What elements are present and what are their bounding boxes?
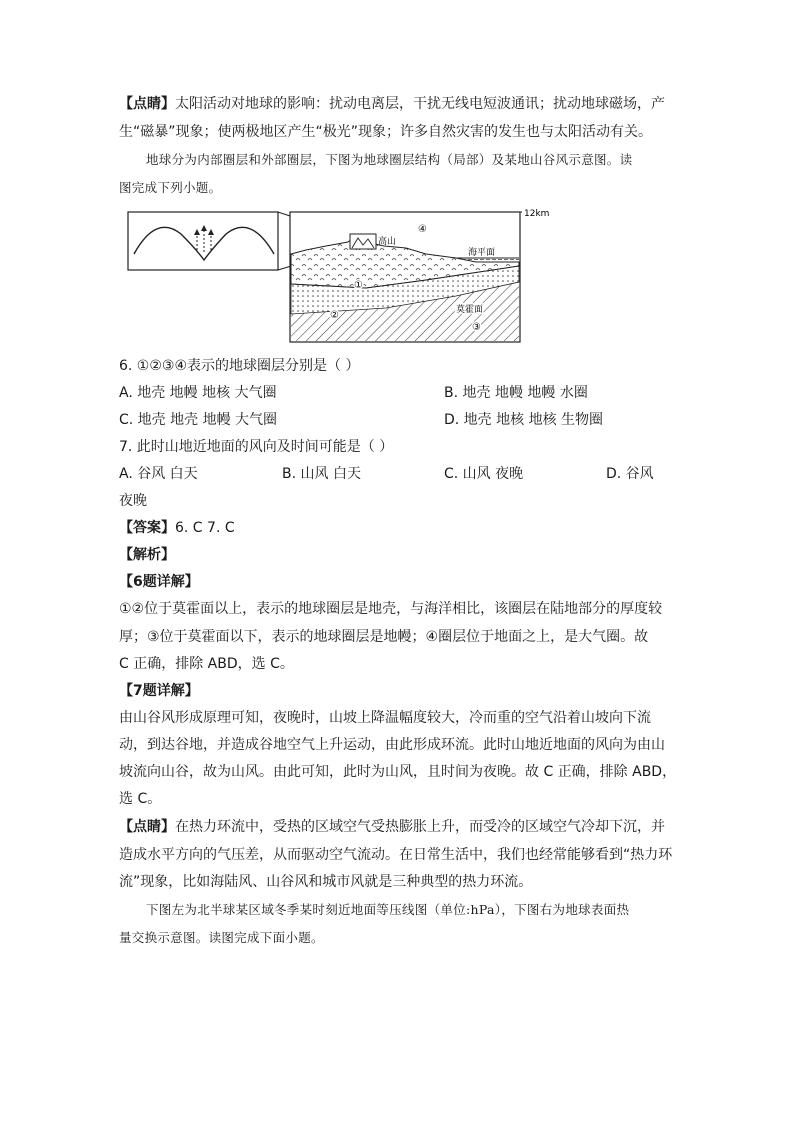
question-7: 7. 此时山地近地面的风向及时间可能是（ ）: [119, 439, 394, 455]
tip-text: 太阳活动对地球的影响：扰动电离层，干扰无线电短波通讯；扰动地球磁场，产: [175, 96, 665, 112]
moho-label: 莫霍面: [456, 305, 484, 315]
question-6: 6. ①②③④表示的地球圈层分别是（ ）: [119, 358, 360, 374]
q6-detail-line-1: ①②位于莫霍面以上，表示的地球圈层是地壳，与海洋相比，该圈层在陆地部分的厚度较: [119, 601, 663, 617]
q7-option-c: C. 山风 夜晚: [444, 466, 524, 482]
tip-label: 【点睛】: [119, 96, 175, 112]
tip-2-line-3: 流”现象，比如海陆风、山谷风和城市风就是三种典型的热力环流。: [119, 874, 533, 890]
q6-option-a: A. 地壳 地幔 地核 大气圈: [119, 385, 277, 401]
tip-paragraph-2: [119, 817, 665, 837]
intro-text-line-3: 下图左为北半球某区域冬季某时刻近地面等压线图（单位:hPa），下图右为地球表面热: [146, 902, 630, 917]
answer-line: [119, 518, 235, 538]
tip-2-text: 在热力环流中，受热的区域空气受热膨胀上升，而受冷的区域空气冷却下沉，并: [175, 819, 665, 835]
intro-text-line-1: 地球分为内部圈层和外部圈层，下图为地球圈层结构（局部）及某地山谷风示意图。读: [146, 152, 633, 167]
q7-detail-line-2: 动，到达谷地，并造成谷地空气上升运动，由此形成环流。此时山地近地面的风向为由山: [119, 737, 665, 753]
analysis-heading: 【解析】: [119, 547, 175, 563]
q7-option-d: D. 谷风: [606, 466, 654, 482]
q7-option-b: B. 山风 白天: [282, 466, 361, 482]
q7-option-a: A. 谷风 白天: [119, 466, 198, 482]
q6-option-b: B. 地壳 地幔 地幔 水圈: [444, 385, 588, 401]
intro-text-line-2: 图完成下列小题。: [119, 180, 222, 195]
height-label: 12km: [524, 209, 550, 219]
num-3-label: ③: [472, 322, 481, 333]
answer-label: 【答案】: [119, 520, 175, 536]
mountain-label: 高山: [378, 237, 397, 247]
q7-detail-heading: 【7题详解】: [119, 683, 199, 699]
q7-detail-line-4: 选 C。: [119, 791, 162, 807]
q6-detail-heading: 【6题详解】: [119, 574, 199, 590]
q6-option-c: C. 地壳 地壳 地幔 大气圈: [119, 412, 278, 428]
answer-text: 6. C 7. C: [175, 520, 235, 536]
num-4-label: ④: [418, 224, 427, 235]
q7-detail-line-1: 由山谷风形成原理可知，夜晚时，山坡上降温幅度较大，冷而重的空气沿着山坡向下流: [119, 710, 651, 726]
tip-text-line-2: 生“磁暴”现象；使两极地区产生“极光”现象；许多自然灾害的发生也与太阳活动有关。: [119, 124, 653, 140]
q6-detail-line-3: C 正确，排除 ABD，选 C。: [119, 656, 294, 672]
num-1-label: ①: [354, 280, 363, 291]
intro-text-line-4: 量交换示意图。读图完成下面小题。: [119, 930, 324, 945]
tip-2-label: 【点睛】: [119, 819, 175, 835]
tip-paragraph-1: [119, 94, 665, 114]
sea-level-label: 海平面: [468, 248, 496, 258]
earth-layers-figure: [126, 204, 550, 346]
q7-detail-line-3: 坡流向山谷，故为山风。由此可知，此时为山风，且时间为夜晚。故 C 正确，排除 ABD，: [119, 764, 677, 780]
num-2-label: ②: [330, 310, 339, 321]
q6-option-d: D. 地壳 地核 地核 生物圈: [444, 412, 604, 428]
mountain-inset: [350, 234, 376, 249]
q7-option-d-continued: 夜晚: [119, 493, 147, 509]
q6-detail-line-2: 厚；③位于莫霍面以下，表示的地球圈层是地幔；④圈层位于地面之上，是大气圈。故: [119, 629, 649, 645]
tip-2-line-2: 造成水平方向的气压差，从而驱动空气流动。在日常生活中，我们也经常能够看到“热力环: [119, 847, 673, 863]
valley-wind-inset: [128, 212, 278, 270]
